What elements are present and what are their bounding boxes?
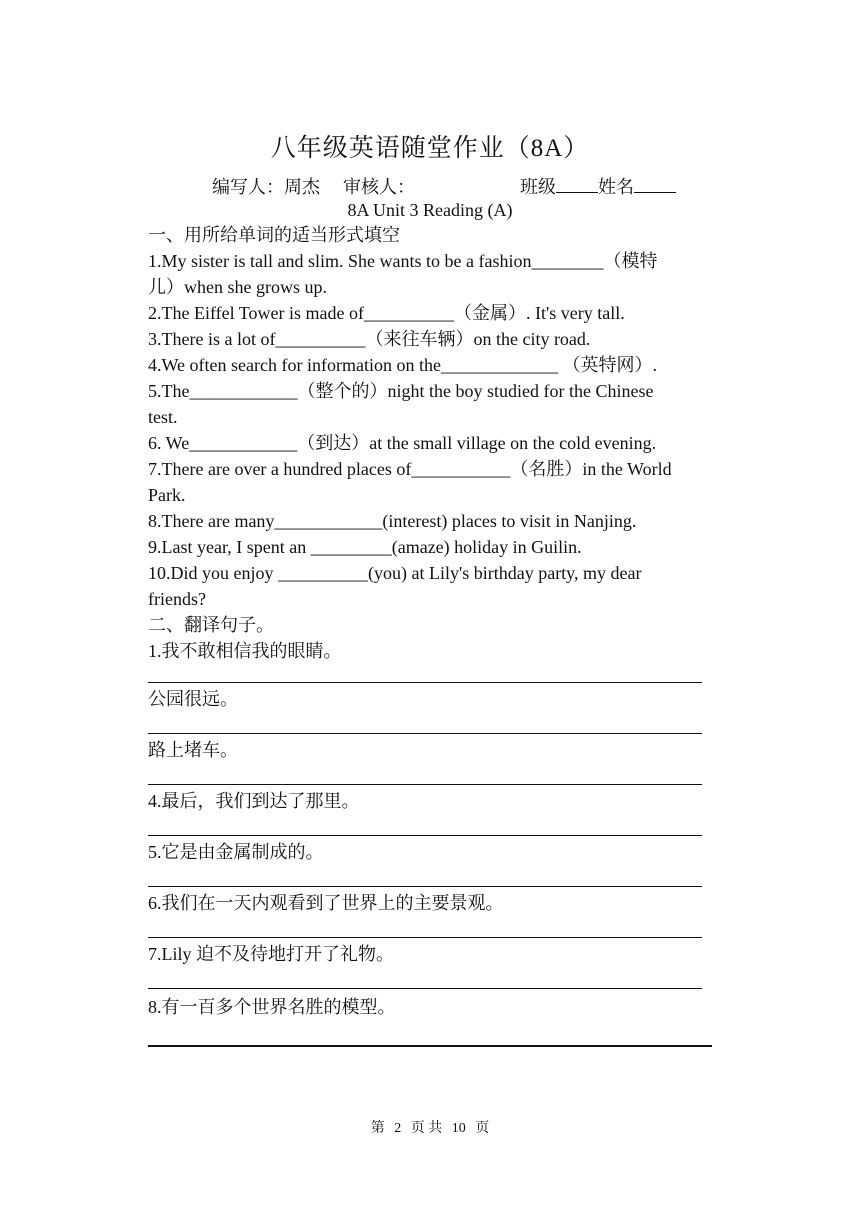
translation-prompt-block [148,941,712,967]
translation-prompt-block [148,737,712,763]
translation-prompt: 4.最后，我们到达了那里。 [148,791,360,811]
translation-prompt: 6.我们在一天内观看到了世界上的主要景观。 [148,893,504,913]
exercise-line: 儿）when she grows up. [148,277,327,297]
answer-line[interactable] [148,937,702,938]
section1-heading: 一、用所给单词的适当形式填空 [148,225,400,245]
translation-prompt-block [148,839,712,865]
exercise-line: Park. [148,485,186,505]
current-page: 2 [394,1121,402,1136]
section-fill-blanks [148,222,712,664]
answer-line[interactable] [148,886,702,887]
footer-prefix: 第 [370,1121,385,1136]
translation-prompt: 8.有一百多个世界名胜的模型。 [148,997,396,1017]
translation-prompt: 1.我不敢相信我的眼睛。 [148,641,342,661]
exercise-line: 3.There is a lot of__________（来往车辆）on the city road. [148,329,591,349]
page-title: 八年级英语随堂作业（8A） [270,135,590,162]
total-pages: 10 [451,1121,466,1136]
name-blank [634,175,676,193]
translation-prompt-block [148,788,712,814]
exercise-line: friends? [148,589,206,609]
exercise-line: 1.My sister is tall and slim. She wants to be a fashion________（模特 [148,251,658,271]
header-meta [212,173,676,199]
answer-line[interactable] [148,835,702,836]
page-footer [0,1117,860,1137]
exercise-line: 6. We____________（到达）at the small village on the cold evening. [148,433,657,453]
answer-line[interactable] [148,682,702,683]
exercise-line: test. [148,407,178,427]
section2-heading: 二、翻译句子。 [148,615,274,635]
translation-prompt-block [148,994,712,1020]
reviewer-label: 审核人： [343,177,415,197]
translation-prompt: 路上堵车。 [148,740,238,760]
translation-prompt: 7.Lily 迫不及待地打开了礼物。 [148,944,394,964]
class-label: 班级 [520,177,556,197]
exercise-line: 2.The Eiffel Tower is made of__________（金属）. It's very tall. [148,303,625,323]
exercise-line: 8.There are many____________(interest) places to visit in Nanjing. [148,511,637,531]
footer-suffix: 页 [475,1121,490,1136]
translation-prompt-block [148,890,712,916]
answer-line[interactable] [148,784,702,785]
exercise-line: 10.Did you enjoy __________(you) at Lily's birthday party, my dear [148,563,642,583]
unit-subtitle: 8A Unit 3 Reading (A) [347,200,513,220]
exercise-line: 4.We often search for information on the_____________ （英特网）. [148,355,657,375]
exercise-line: 7.There are over a hundred places of___________（名胜）in the World [148,459,672,479]
class-blank [556,175,598,193]
exercise-line: 9.Last year, I spent an _________(amaze) holiday in Guilin. [148,537,582,557]
translation-prompt-block [148,686,712,712]
answer-line[interactable] [148,1045,712,1047]
answer-line[interactable] [148,988,702,989]
author-label: 编写人：周杰 [212,177,320,197]
name-label: 姓名 [598,177,634,197]
translation-prompt: 5.它是由金属制成的。 [148,842,324,862]
answer-line[interactable] [148,733,702,734]
translation-prompt: 公园很远。 [148,689,238,709]
footer-middle: 页 共 [410,1121,443,1136]
exercise-line: 5.The____________（整个的）night the boy studied for the Chinese [148,381,654,401]
